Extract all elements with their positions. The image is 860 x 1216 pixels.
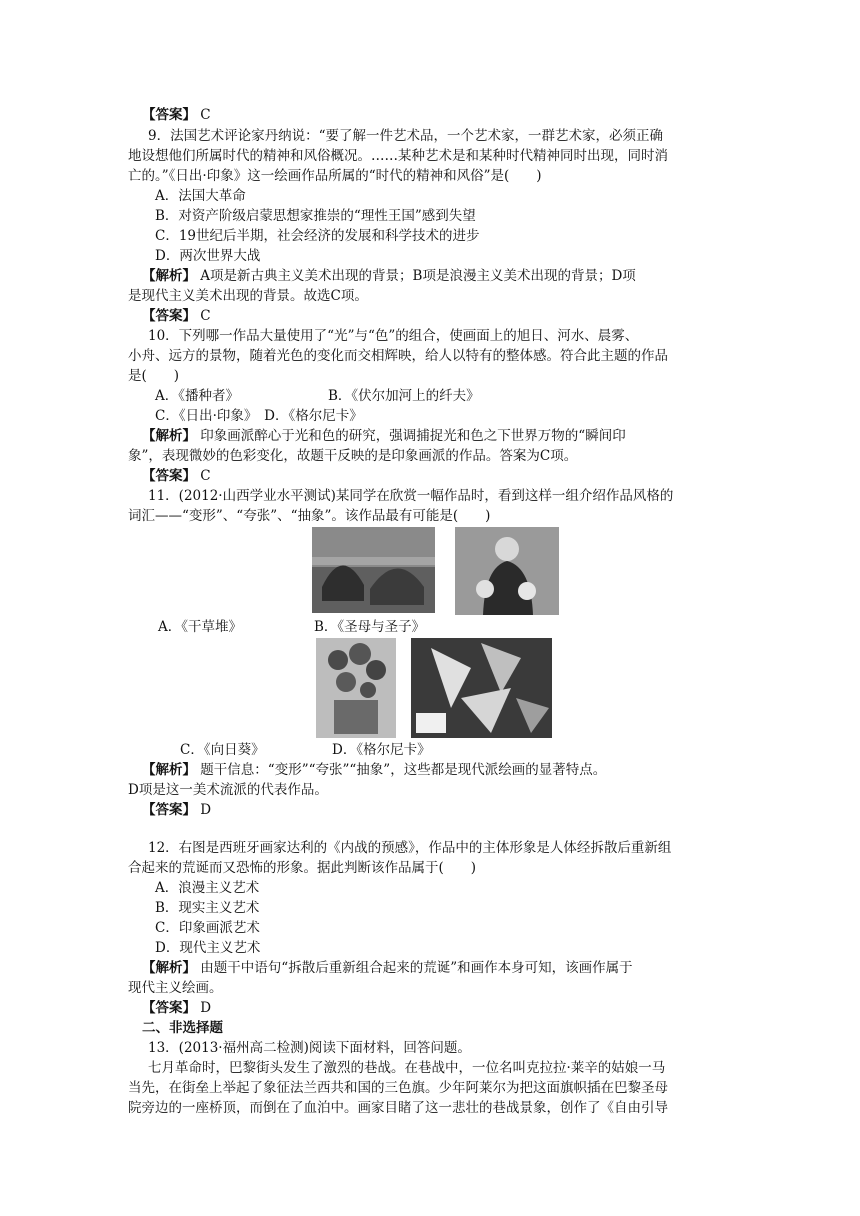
option-a: A．《干草堆》	[158, 619, 242, 635]
passage-text: 七月革命时，巴黎街头发生了激烈的巷战。在巷战中，一位名叫克拉拉·莱辛的姑娘一马	[148, 1060, 666, 1076]
question-11-text: 11．(2012·山西学业水平测试)某同学在欣赏一幅作品时，看到这样一组介绍作品风格的	[148, 488, 674, 504]
option-c: C．印象画派艺术	[155, 920, 260, 936]
question-13-text: 13．(2013·福州高二检测)阅读下面材料，回答问题。	[148, 1040, 471, 1056]
question-9-text: 9．法国艺术评论家丹纳说：“要了解一件艺术品，一个艺术家，一群艺术家，必须正确	[148, 128, 663, 144]
answer-line: 【答案】 D	[142, 802, 212, 818]
question-9-text: 亡的。”《日出·印象》这一绘画作品所属的“时代的精神和风俗”是( )	[128, 168, 542, 184]
passage-text: 院旁边的一座桥顶，而倒在了血泊中。画家目睹了这一悲壮的巷战景象，创作了《自由引导	[128, 1100, 668, 1116]
question-10-text: 小舟、远方的景物，随着光色的变化而交相辉映，给人以特有的整体感。符合此主题的作品	[128, 348, 668, 364]
sunflowers-painting-image	[316, 638, 396, 738]
madonna-and-child-painting-image	[455, 527, 559, 615]
option-c: C．19世纪后半期，社会经济的发展和科学技术的进步	[155, 228, 480, 244]
answer-line: 【答案】 C	[142, 468, 211, 484]
option-b: B．《圣母与圣子》	[314, 619, 426, 635]
analysis-line: 象”，表现微妙的色彩变化，故题干反映的是印象画派的作品。答案为C项。	[128, 448, 578, 464]
option-c: C．《向日葵》	[180, 742, 265, 758]
question-12-text: 合起来的荒诞而又恐怖的形象。据此判断该作品属于( )	[128, 860, 477, 876]
option-cd: C．《日出·印象》 D．《格尔尼卡》	[155, 408, 363, 424]
haystacks-painting-image	[312, 527, 435, 613]
answer-line: 【答案】 C	[142, 107, 211, 123]
option-d: D．两次世界大战	[155, 248, 261, 264]
analysis-line: 【解析】 题干信息：“变形”“夸张”“抽象”，这些都是现代派绘画的显著特点。	[142, 762, 607, 778]
answer-line: 【答案】 D	[142, 1000, 212, 1016]
question-10-text: 是( )	[128, 368, 180, 384]
option-d: D．现代主义艺术	[155, 940, 261, 956]
analysis-line: 现代主义绘画。	[128, 980, 223, 996]
question-12-text: 12．右图是西班牙画家达利的《内战的预感》，作品中的主体形象是人体经拆散后重新组	[148, 840, 672, 856]
guernica-painting-image	[411, 638, 552, 738]
option-b: B．现实主义艺术	[155, 900, 260, 916]
option-b: B．《伏尔加河上的纤夫》	[328, 388, 480, 404]
question-10-text: 10．下列哪一作品大量使用了“光”与“色”的组合，使画面上的旭日、河水、晨雾、	[148, 328, 639, 344]
analysis-line: 【解析】 印象画派醉心于光和色的研究，强调捕捉光和色之下世界万物的“瞬间印	[142, 428, 626, 444]
analysis-line: 【解析】 A项是新古典主义美术出现的背景；B项是浪漫主义美术出现的背景；D项	[142, 268, 636, 284]
section-heading: 二、非选择题	[142, 1020, 223, 1036]
analysis-line: D项是这一美术流派的代表作品。	[128, 782, 328, 798]
analysis-line: 是现代主义美术出现的背景。故选C项。	[128, 288, 368, 304]
option-b: B．对资产阶级启蒙思想家推崇的“理性王国”感到失望	[155, 208, 476, 224]
question-11-text: 词汇——“变形”、“夸张”、“抽象”。该作品最有可能是( )	[128, 508, 491, 524]
analysis-line: 【解析】 由题干中语句“拆散后重新组合起来的荒诞”和画作本身可知，该画作属于	[142, 960, 633, 976]
passage-text: 当先，在街垒上举起了象征法兰西共和国的三色旗。少年阿莱尔为把这面旗帜插在巴黎圣母	[128, 1080, 668, 1096]
option-a: A．浪漫主义艺术	[155, 880, 260, 896]
option-d: D．《格尔尼卡》	[332, 742, 431, 758]
option-a: A．法国大革命	[155, 188, 246, 204]
answer-line: 【答案】 C	[142, 308, 211, 324]
option-a: A．《播种者》	[155, 388, 239, 404]
question-9-text: 地设想他们所属时代的精神和风俗概况。……某种艺术是和某种时代精神同时出现，同时消	[128, 148, 668, 164]
